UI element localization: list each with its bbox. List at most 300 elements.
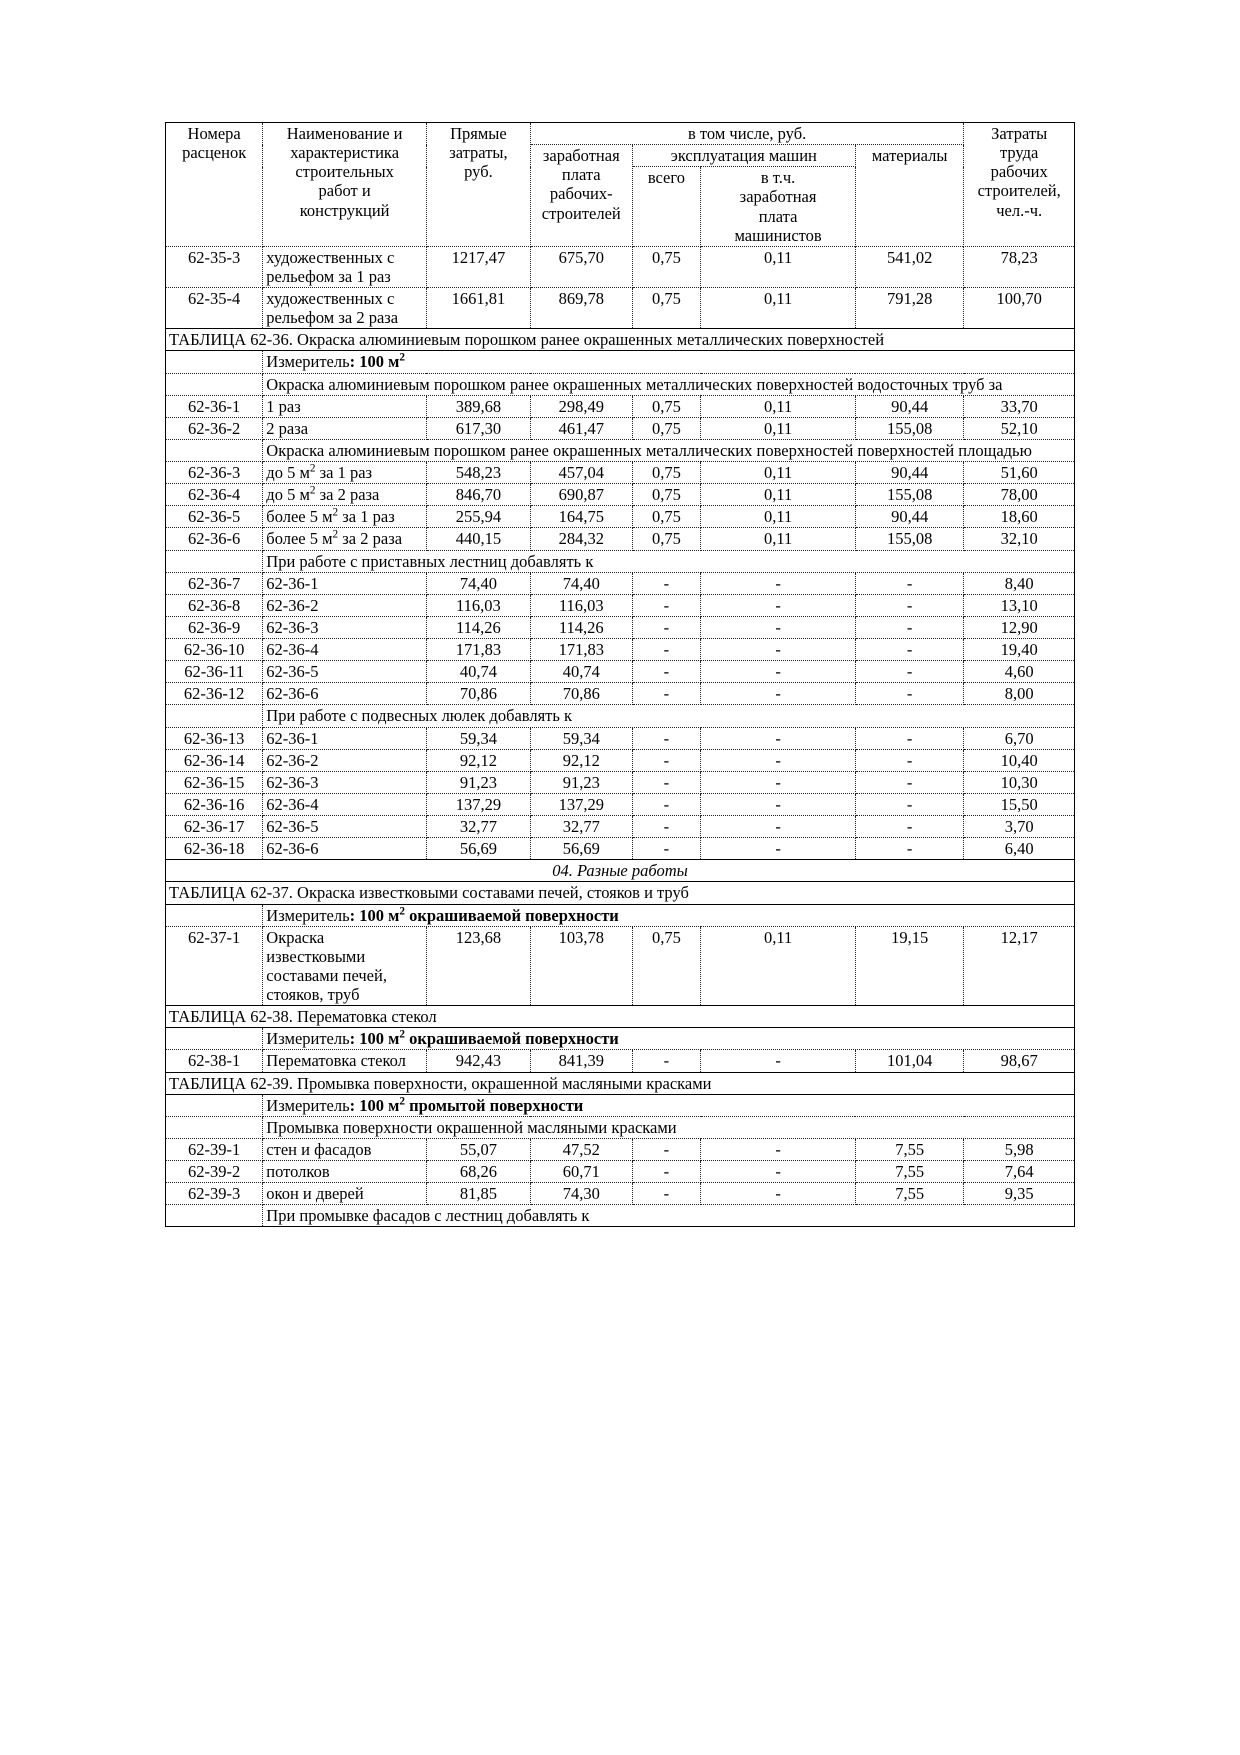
cell-direct: 92,12 bbox=[426, 749, 530, 771]
measure-label: Измеритель bbox=[266, 352, 350, 372]
header-wage-line1: заработная bbox=[542, 146, 620, 166]
cell-name: 1 раз bbox=[263, 395, 427, 417]
header-cell-machines-all: всего bbox=[632, 167, 701, 247]
cell-wage: 841,39 bbox=[530, 1050, 632, 1072]
cell-direct: 91,23 bbox=[426, 771, 530, 793]
cell-name: до 5 $м^2$ за 1 раз bbox=[263, 462, 427, 484]
cell-wage: 70,86 bbox=[530, 683, 632, 705]
table-row bbox=[166, 1138, 1075, 1160]
table-row bbox=[166, 395, 1075, 417]
subheading-row bbox=[166, 373, 1075, 395]
table-row bbox=[166, 528, 1075, 550]
cell-wage: 74,40 bbox=[530, 572, 632, 594]
cell-machines-wage: 0,11 bbox=[701, 484, 856, 506]
table-row bbox=[166, 616, 1075, 638]
header-labor-line4: строителей, bbox=[977, 181, 1061, 201]
table-row bbox=[166, 572, 1075, 594]
measure-text: Измеритель: 100 $м^2$ окрашиваемой поверхности bbox=[263, 904, 1075, 926]
cell-direct: 846,70 bbox=[426, 484, 530, 506]
cell-labor: 98,67 bbox=[964, 1050, 1075, 1072]
cell-machines-wage: - bbox=[701, 793, 856, 815]
cell-code: 62-36-5 bbox=[166, 506, 263, 528]
cell-labor: 51,60 bbox=[964, 462, 1075, 484]
cell-materials: 7,55 bbox=[855, 1161, 963, 1183]
cell-machines-all: 0,75 bbox=[632, 926, 701, 1006]
cell-code: 62-36-11 bbox=[166, 661, 263, 683]
cell-machines-wage: - bbox=[701, 1138, 856, 1160]
table-head-group bbox=[166, 123, 1075, 247]
table-row bbox=[166, 661, 1075, 683]
cell-direct: 440,15 bbox=[426, 528, 530, 550]
cell-code: 62-36-12 bbox=[166, 683, 263, 705]
header-labor-line3: рабочих bbox=[990, 162, 1048, 182]
table-caption: ТАБЛИЦА 62-39. Промывка поверхности, окрашенной масляными красками bbox=[166, 1072, 1075, 1094]
cell-name: 62-36-1 bbox=[263, 727, 427, 749]
cell-machines-wage: 0,11 bbox=[701, 246, 856, 287]
cell-direct: 617,30 bbox=[426, 417, 530, 439]
cell-labor: 8,00 bbox=[964, 683, 1075, 705]
cell-name: 62-36-3 bbox=[263, 771, 427, 793]
cell-materials: - bbox=[855, 683, 963, 705]
cell-code: 62-36-3 bbox=[166, 462, 263, 484]
cell-machines-all: 0,75 bbox=[632, 395, 701, 417]
cell-code: 62-36-13 bbox=[166, 727, 263, 749]
cell-direct: 56,69 bbox=[426, 838, 530, 860]
cell-direct: 81,85 bbox=[426, 1183, 530, 1205]
cell-direct: 137,29 bbox=[426, 793, 530, 815]
cell-materials: 791,28 bbox=[855, 288, 963, 329]
cell-machines-all: - bbox=[632, 639, 701, 661]
cell-direct: 1661,81 bbox=[426, 288, 530, 329]
cell-materials: - bbox=[855, 639, 963, 661]
cell-machines-all: - bbox=[632, 793, 701, 815]
subheading-text: Промывка поверхности окрашенной масляными красками bbox=[263, 1116, 1075, 1138]
subheading-row bbox=[166, 550, 1075, 572]
cell-name: 62-36-1 bbox=[263, 572, 427, 594]
header-direct-line1: Прямые bbox=[450, 124, 507, 143]
cell-wage: 47,52 bbox=[530, 1138, 632, 1160]
subheading-row bbox=[166, 1116, 1075, 1138]
section-title-row bbox=[166, 860, 1075, 882]
cell-direct: 70,86 bbox=[426, 683, 530, 705]
cell-wage: 284,32 bbox=[530, 528, 632, 550]
cell-materials: 155,08 bbox=[855, 484, 963, 506]
header-cell-labor bbox=[964, 123, 1075, 247]
header-numbers-line2: расценок bbox=[182, 143, 247, 163]
cell-wage: 40,74 bbox=[530, 661, 632, 683]
header-direct-line3: руб. bbox=[464, 162, 493, 182]
cell-code: 62-39-2 bbox=[166, 1161, 263, 1183]
cell-code: 62-36-15 bbox=[166, 771, 263, 793]
cell-direct: 116,03 bbox=[426, 594, 530, 616]
cell-machines-all: - bbox=[632, 1183, 701, 1205]
cell-direct: 40,74 bbox=[426, 661, 530, 683]
table-row bbox=[166, 462, 1075, 484]
cell-direct: 255,94 bbox=[426, 506, 530, 528]
cell-machines-all: 0,75 bbox=[632, 246, 701, 287]
cell-machines-wage: 0,11 bbox=[701, 417, 856, 439]
cell-wage: 461,47 bbox=[530, 417, 632, 439]
cell-direct: 114,26 bbox=[426, 616, 530, 638]
subheading-spacer bbox=[166, 1205, 263, 1227]
cell-name: 62-36-2 bbox=[263, 749, 427, 771]
cell-name: 62-36-2 bbox=[263, 594, 427, 616]
cell-name: 62-36-5 bbox=[263, 816, 427, 838]
cell-name: 62-36-6 bbox=[263, 838, 427, 860]
cell-materials: 90,44 bbox=[855, 506, 963, 528]
cell-machines-wage: 0,11 bbox=[701, 395, 856, 417]
cell-code: 62-37-1 bbox=[166, 926, 263, 1006]
header-row-1 bbox=[166, 123, 1075, 145]
header-cell-wage bbox=[530, 145, 632, 247]
table-caption: ТАБЛИЦА 62-36. Окраска алюминиевым порошком ранее окрашенных металлических поверхностей bbox=[166, 329, 1075, 351]
cell-machines-wage: - bbox=[701, 594, 856, 616]
cell-materials: - bbox=[855, 816, 963, 838]
cell-materials: - bbox=[855, 661, 963, 683]
cell-direct: 68,26 bbox=[426, 1161, 530, 1183]
cell-code: 62-36-17 bbox=[166, 816, 263, 838]
measure-text: Измеритель: 100 $м^2$ промытой поверхности bbox=[263, 1094, 1075, 1116]
measure-label: Измеритель bbox=[266, 905, 350, 925]
cell-materials: 541,02 bbox=[855, 246, 963, 287]
header-cell-machines: эксплуатация машин bbox=[632, 145, 855, 167]
section-title: 04. Разные работы bbox=[166, 860, 1075, 882]
header-name-line2: характеристика bbox=[290, 143, 400, 163]
cell-materials: - bbox=[855, 771, 963, 793]
header-cell-materials: материалы bbox=[855, 145, 963, 247]
cell-name: потолков bbox=[263, 1161, 427, 1183]
cell-name: 62-36-3 bbox=[263, 616, 427, 638]
cell-machines-wage: - bbox=[701, 1183, 856, 1205]
cell-wage: 675,70 bbox=[530, 246, 632, 287]
cell-materials: 155,08 bbox=[855, 528, 963, 550]
cell-code: 62-35-3 bbox=[166, 246, 263, 287]
header-name-line4: работ и bbox=[318, 181, 371, 201]
cell-wage: 103,78 bbox=[530, 926, 632, 1006]
cell-machines-all: - bbox=[632, 1161, 701, 1183]
cell-wage: 164,75 bbox=[530, 506, 632, 528]
cell-labor: 100,70 bbox=[964, 288, 1075, 329]
cell-code: 62-39-1 bbox=[166, 1138, 263, 1160]
measure-label: Измеритель bbox=[266, 1029, 350, 1049]
table-row bbox=[166, 594, 1075, 616]
cell-code: 62-36-10 bbox=[166, 639, 263, 661]
subheading-spacer bbox=[166, 1116, 263, 1138]
cell-labor: 10,30 bbox=[964, 771, 1075, 793]
header-name-line5: конструкций bbox=[299, 200, 390, 220]
cell-materials: 7,55 bbox=[855, 1183, 963, 1205]
cell-code: 62-36-4 bbox=[166, 484, 263, 506]
cell-labor: 32,10 bbox=[964, 528, 1075, 550]
subheading-spacer bbox=[166, 705, 263, 727]
cell-materials: - bbox=[855, 616, 963, 638]
cell-labor: 13,10 bbox=[964, 594, 1075, 616]
cell-machines-all: - bbox=[632, 771, 701, 793]
measure-row bbox=[166, 904, 1075, 926]
cell-machines-all: 0,75 bbox=[632, 506, 701, 528]
cell-code: 62-35-4 bbox=[166, 288, 263, 329]
subheading-spacer bbox=[166, 550, 263, 572]
cell-machines-all: - bbox=[632, 816, 701, 838]
cell-wage: 171,83 bbox=[530, 639, 632, 661]
cell-name: Перематовка стекол bbox=[263, 1050, 427, 1072]
cell-name: стен и фасадов bbox=[263, 1138, 427, 1160]
measure-spacer bbox=[166, 904, 263, 926]
header-wage-line4: строителей bbox=[541, 203, 621, 223]
subheading-spacer bbox=[166, 439, 263, 461]
cell-materials: - bbox=[855, 749, 963, 771]
cell-name: художественных с рельефом за 2 раза bbox=[263, 288, 427, 329]
subheading-text: Окраска алюминиевым порошком ранее окрашенных металлических поверхностей поверхностей площадью bbox=[263, 439, 1075, 461]
header-machwage-line3: плата bbox=[758, 206, 798, 226]
cell-direct: 74,40 bbox=[426, 572, 530, 594]
cell-machines-wage: 0,11 bbox=[701, 288, 856, 329]
cell-materials: 90,44 bbox=[855, 395, 963, 417]
cell-machines-all: - bbox=[632, 572, 701, 594]
cell-name: 62-36-5 bbox=[263, 661, 427, 683]
cell-machines-all: - bbox=[632, 749, 701, 771]
cell-machines-all: 0,75 bbox=[632, 462, 701, 484]
cell-labor: 4,60 bbox=[964, 661, 1075, 683]
cell-materials: - bbox=[855, 727, 963, 749]
cell-labor: 78,23 bbox=[964, 246, 1075, 287]
cell-code: 62-36-14 bbox=[166, 749, 263, 771]
cell-machines-all: - bbox=[632, 616, 701, 638]
cell-code: 62-36-9 bbox=[166, 616, 263, 638]
table-row bbox=[166, 246, 1075, 287]
cell-machines-wage: - bbox=[701, 616, 856, 638]
header-machwage-line1: в т.ч. bbox=[760, 168, 796, 188]
cell-machines-all: 0,75 bbox=[632, 288, 701, 329]
header-wage-line3: рабочих- bbox=[549, 184, 613, 204]
header-name-line1: Наименование и bbox=[286, 124, 403, 143]
cell-direct: 123,68 bbox=[426, 926, 530, 1006]
cell-labor: 52,10 bbox=[964, 417, 1075, 439]
measure-spacer bbox=[166, 351, 263, 373]
cell-machines-all: - bbox=[632, 727, 701, 749]
table-caption-row bbox=[166, 882, 1075, 904]
cell-machines-wage: - bbox=[701, 683, 856, 705]
cell-machines-wage: - bbox=[701, 771, 856, 793]
cell-wage: 114,26 bbox=[530, 616, 632, 638]
measure-row bbox=[166, 351, 1075, 373]
table-caption-row bbox=[166, 1006, 1075, 1028]
cell-machines-wage: - bbox=[701, 1050, 856, 1072]
table-row bbox=[166, 749, 1075, 771]
table-row bbox=[166, 417, 1075, 439]
cell-labor: 15,50 bbox=[964, 793, 1075, 815]
cell-wage: 457,04 bbox=[530, 462, 632, 484]
cell-name: до 5 $м^2$ за 2 раза bbox=[263, 484, 427, 506]
cell-name: художественных с рельефом за 1 раз bbox=[263, 246, 427, 287]
cell-direct: 548,23 bbox=[426, 462, 530, 484]
table-row bbox=[166, 1183, 1075, 1205]
header-cell-group: в том числе, руб. bbox=[530, 123, 963, 145]
cell-wage: 116,03 bbox=[530, 594, 632, 616]
header-machwage-line4: машинистов bbox=[734, 225, 822, 245]
cell-machines-wage: - bbox=[701, 838, 856, 860]
cell-code: 62-36-6 bbox=[166, 528, 263, 550]
cell-machines-wage: - bbox=[701, 727, 856, 749]
cell-name: окон и дверей bbox=[263, 1183, 427, 1205]
cell-wage: 298,49 bbox=[530, 395, 632, 417]
rates-table bbox=[165, 122, 1075, 1227]
cell-machines-wage: 0,11 bbox=[701, 506, 856, 528]
measure-label: Измеритель bbox=[266, 1095, 350, 1115]
header-labor-line5: чел.-ч. bbox=[996, 200, 1043, 220]
table-row bbox=[166, 1050, 1075, 1072]
cell-direct: 1217,47 bbox=[426, 246, 530, 287]
header-labor-line1: Затраты bbox=[991, 124, 1048, 143]
cell-name: 2 раза bbox=[263, 417, 427, 439]
cell-name: 62-36-6 bbox=[263, 683, 427, 705]
cell-machines-wage: - bbox=[701, 572, 856, 594]
cell-labor: 78,00 bbox=[964, 484, 1075, 506]
header-cell-direct bbox=[426, 123, 530, 247]
table-row bbox=[166, 793, 1075, 815]
cell-code: 62-36-16 bbox=[166, 793, 263, 815]
subheading-row bbox=[166, 705, 1075, 727]
header-name-line3: строительных bbox=[295, 162, 394, 182]
cell-machines-wage: - bbox=[701, 639, 856, 661]
measure-text: Измеритель: 100 $м^2$ bbox=[263, 351, 1075, 373]
cell-code: 62-36-18 bbox=[166, 838, 263, 860]
cell-machines-all: - bbox=[632, 838, 701, 860]
header-numbers-line1: Номера bbox=[187, 124, 241, 143]
cell-direct: 59,34 bbox=[426, 727, 530, 749]
cell-wage: 32,77 bbox=[530, 816, 632, 838]
cell-labor: 12,90 bbox=[964, 616, 1075, 638]
cell-materials: - bbox=[855, 793, 963, 815]
table-row bbox=[166, 816, 1075, 838]
cell-labor: 18,60 bbox=[964, 506, 1075, 528]
subheading-row bbox=[166, 439, 1075, 461]
cell-labor: 19,40 bbox=[964, 639, 1075, 661]
table-row bbox=[166, 639, 1075, 661]
measure-text: Измеритель: 100 $м^2$ окрашиваемой поверхности bbox=[263, 1028, 1075, 1050]
cell-machines-all: 0,75 bbox=[632, 484, 701, 506]
header-cell-machines-wage bbox=[701, 167, 856, 247]
header-machwage-line2: заработная bbox=[739, 187, 817, 207]
cell-machines-wage: 0,11 bbox=[701, 528, 856, 550]
cell-materials: 101,04 bbox=[855, 1050, 963, 1072]
cell-labor: 6,70 bbox=[964, 727, 1075, 749]
cell-machines-all: - bbox=[632, 594, 701, 616]
subheading-spacer bbox=[166, 373, 263, 395]
cell-machines-wage: - bbox=[701, 816, 856, 838]
cell-machines-all: - bbox=[632, 1050, 701, 1072]
cell-code: 62-36-2 bbox=[166, 417, 263, 439]
table-caption-row bbox=[166, 329, 1075, 351]
cell-name: 62-36-4 bbox=[263, 639, 427, 661]
table-caption-row bbox=[166, 1072, 1075, 1094]
cell-direct: 55,07 bbox=[426, 1138, 530, 1160]
table-caption: ТАБЛИЦА 62-37. Окраска известковыми составами печей, стояков и труб bbox=[166, 882, 1075, 904]
cell-materials: - bbox=[855, 572, 963, 594]
table-caption: ТАБЛИЦА 62-38. Перематовка стекол bbox=[166, 1006, 1075, 1028]
cell-machines-all: 0,75 bbox=[632, 417, 701, 439]
cell-materials: - bbox=[855, 594, 963, 616]
measure-spacer bbox=[166, 1028, 263, 1050]
table-row bbox=[166, 484, 1075, 506]
cell-direct: 32,77 bbox=[426, 816, 530, 838]
header-direct-line2: затраты, bbox=[449, 143, 508, 163]
cell-materials: 90,44 bbox=[855, 462, 963, 484]
cell-direct: 942,43 bbox=[426, 1050, 530, 1072]
cell-labor: 9,35 bbox=[964, 1183, 1075, 1205]
subheading-text: При работе с подвесных люлек добавлять к bbox=[263, 705, 1075, 727]
cell-materials: 19,15 bbox=[855, 926, 963, 1006]
cell-code: 62-38-1 bbox=[166, 1050, 263, 1072]
cell-code: 62-36-8 bbox=[166, 594, 263, 616]
cell-labor: 7,64 bbox=[964, 1161, 1075, 1183]
cell-name: более 5 $м^2$ за 2 раза bbox=[263, 528, 427, 550]
table-row bbox=[166, 288, 1075, 329]
cell-labor: 12,17 bbox=[964, 926, 1075, 1006]
cell-machines-wage: - bbox=[701, 661, 856, 683]
subheading-text: При работе с приставных лестниц добавлять к bbox=[263, 550, 1075, 572]
cell-direct: 389,68 bbox=[426, 395, 530, 417]
cell-direct: 171,83 bbox=[426, 639, 530, 661]
cell-name: Окраска известковыми составами печей, стояков, труб bbox=[263, 926, 427, 1006]
cell-labor: 10,40 bbox=[964, 749, 1075, 771]
header-cell-numbers bbox=[166, 123, 263, 247]
cell-labor: 8,40 bbox=[964, 572, 1075, 594]
table-row bbox=[166, 771, 1075, 793]
cell-code: 62-36-7 bbox=[166, 572, 263, 594]
cell-wage: 91,23 bbox=[530, 771, 632, 793]
subheading-row bbox=[166, 1205, 1075, 1227]
cell-labor: 5,98 bbox=[964, 1138, 1075, 1160]
cell-code: 62-39-3 bbox=[166, 1183, 263, 1205]
cell-machines-wage: 0,11 bbox=[701, 926, 856, 1006]
measure-row bbox=[166, 1094, 1075, 1116]
cell-name: более 5 $м^2$ за 1 раз bbox=[263, 506, 427, 528]
cell-wage: 92,12 bbox=[530, 749, 632, 771]
cell-machines-all: 0,75 bbox=[632, 528, 701, 550]
table-row bbox=[166, 727, 1075, 749]
cell-wage: 56,69 bbox=[530, 838, 632, 860]
cell-materials: 155,08 bbox=[855, 417, 963, 439]
cell-machines-all: - bbox=[632, 1138, 701, 1160]
header-cell-name bbox=[263, 123, 427, 247]
cell-materials: - bbox=[855, 838, 963, 860]
table-body bbox=[166, 246, 1075, 1227]
table-row bbox=[166, 1161, 1075, 1183]
cell-wage: 690,87 bbox=[530, 484, 632, 506]
measure-row bbox=[166, 1028, 1075, 1050]
subheading-text: Окраска алюминиевым порошком ранее окрашенных металлических поверхностей водосточных труб за bbox=[263, 373, 1075, 395]
cell-machines-wage: - bbox=[701, 1161, 856, 1183]
cell-materials: 7,55 bbox=[855, 1138, 963, 1160]
cell-machines-wage: 0,11 bbox=[701, 462, 856, 484]
cell-machines-wage: - bbox=[701, 749, 856, 771]
table-row bbox=[166, 683, 1075, 705]
header-wage-line2: плата bbox=[561, 165, 601, 185]
measure-spacer bbox=[166, 1094, 263, 1116]
cell-labor: 3,70 bbox=[964, 816, 1075, 838]
cell-name: 62-36-4 bbox=[263, 793, 427, 815]
table-row bbox=[166, 506, 1075, 528]
cell-wage: 137,29 bbox=[530, 793, 632, 815]
table-row bbox=[166, 838, 1075, 860]
cell-wage: 869,78 bbox=[530, 288, 632, 329]
cell-labor: 33,70 bbox=[964, 395, 1075, 417]
cell-labor: 6,40 bbox=[964, 838, 1075, 860]
table-row bbox=[166, 926, 1075, 1006]
cell-code: 62-36-1 bbox=[166, 395, 263, 417]
cell-machines-all: - bbox=[632, 683, 701, 705]
